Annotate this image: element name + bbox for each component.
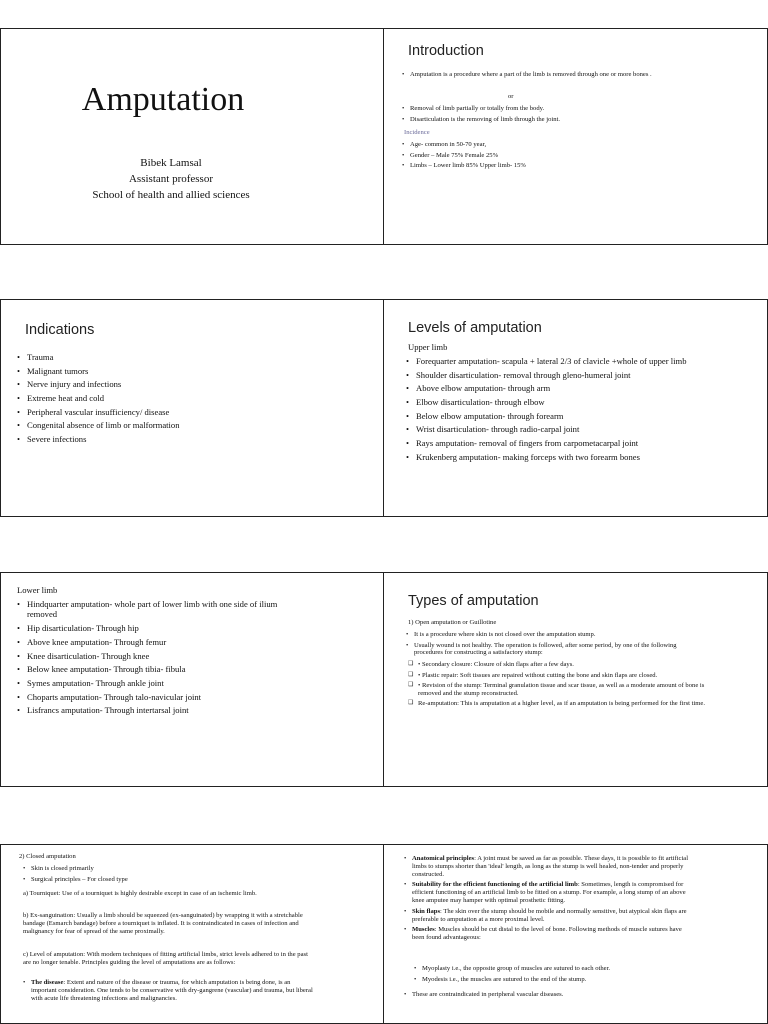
bullet-item: • Myoplasty i.e., the opposite group of muscles are sutured to each other. [414,965,694,973]
bullet-list [17,352,357,448]
slide-4 [383,299,768,517]
check-item: ❑ Re-amputation: This is amputation at a higher level, as if an amputation is being performed for the first time. [410,700,706,708]
author-name: Bibek Lamsal [140,157,202,169]
bullet-list [402,71,662,82]
bullet-item: • Trauma [17,352,357,362]
bullet-item: • Anatomical principles: A joint must be saved as far as possible. These days, it is possible to fit artificial limbs to stumps shorter than 'ideal' length, as long as the stump is well healed, non-tender and properly constructed. [404,855,694,879]
section-heading: Lower limb [17,585,58,595]
bullet-item: • Wrist disarticulation- through radio-carpal joint [406,424,696,434]
slide-1 [0,28,384,245]
bullet-item: • Below elbow amputation- through forearm [406,411,696,421]
bullet-item: • Above knee amputation- Through femur [17,637,307,647]
check-item: ❑ • Secondary closure: Closure of skin flaps after a few days. [410,661,706,669]
bullet-item: • Forequarter amputation- scapula + lateral 2/3 of clavicle +whole of upper limb [406,356,696,366]
slide-title: Levels of amputation [408,320,542,336]
bullet-item: • Hindquarter amputation- whole part of lower limb with one side of ilium removed [17,599,307,620]
slide-3 [0,299,384,517]
bullet-list [402,141,672,173]
bullet-item: • Suitability for the efficient functioning of the artificial limb: Sometimes, length is compromised for efficient functioning of an artificial limb to be fitted on a stump. For example, a long stump of an above knee amputee may hamper with optimal prosthetic fitting. [404,881,694,905]
bullet-item: • Severe infections [17,434,357,444]
sub-bullet-list [414,965,694,986]
bullet-item: • Knee disarticulation- Through knee [17,651,307,661]
bullet-item: • Malignant tumors [17,366,357,376]
bullet-list [23,865,303,886]
bullet-item: • The disease: Extent and nature of the disease or trauma, for which amputation is being done, is an important consideration. One tends to be conservative with dry-gangrene (vascular) and trauma, but liberal with acute life threatening infections and malignancies. [23,979,313,1003]
incidence-label: Incidence [404,129,430,136]
bullet-item: • Gender – Male 75% Female 25% [402,152,672,160]
bullet-item: • Shoulder disarticulation- removal through gleno-humeral joint [406,370,696,380]
bullet-item: • Rays amputation- removal of fingers from carpometacarpal joint [406,438,696,448]
bullet-item: • Disarticulation is the removing of limb through the joint. [402,116,672,124]
bullet-item: • Lisfrancs amputation- Through intertarsal joint [17,705,307,715]
bullet-list [406,356,696,465]
bullet-list [404,991,684,1002]
slide-subtitle: Upper limb [408,342,448,352]
bullet-item: • Skin is closed primarily [23,865,303,873]
check-item: ❑ • Plastic repair: Soft tissues are repaired without cutting the bone and skin flaps are closed. [410,672,706,680]
bullet-item: • Myodesis i.e., the muscles are sutured to the end of the stump. [414,976,694,984]
slide-title: Amputation [81,81,245,118]
slide-title: Introduction [408,43,484,59]
bullet-item: • Age- common in 50-70 year, [402,141,672,149]
bullet-item: • Elbow disarticulation- through elbow [406,397,696,407]
bullet-list [17,599,307,719]
slide-6 [383,572,768,787]
bullet-list [402,105,672,126]
section-sub: 1) Open amputation or Guillotine [408,619,497,626]
bullet-item: • Below knee amputation- Through tibia- fibula [17,664,307,674]
bullet-item: • Muscles: Muscles should be cut distal to the level of bone. Following methods of muscle sutures have been found advantageous: [404,926,694,942]
check-item: ❑ • Revision of the stump: Terminal granulation tissue and scar tissue, as well as a moderate amount of bone is removed and the stump reconstructed. [410,682,706,698]
author-role: Assistant professor [128,173,214,185]
author-school: School of health and allied sciences [92,189,250,201]
bullet-item: • Surgical principles – For closed type [23,876,303,884]
slide-title: Types of amputation [408,593,539,609]
slide-5 [0,572,384,787]
slide-7 [0,844,384,1024]
section-heading: 2) Closed amputation [19,853,76,860]
bullet-item: • Peripheral vascular insufficiency/ disease [17,407,357,417]
bullet-item: • Usually wound is not healthy. The operation is followed, after some period, by one of the following procedures for constructing a satisfactory stump: [406,642,706,658]
paragraph: b) Ex-sanguination: Usually a limb should be squeezed (ex-sanguinated) by wrapping it with a stretchable bandage (Esmarch bandage) before a tourniquet is inflated. It is contraindicated in cases of infection and malignancy for fear of spread of the same proximally. [23,912,303,935]
bullet-item: • Above elbow amputation- through arm [406,383,696,393]
bullet-item: • Congenital absence of limb or malformation [17,420,357,430]
bullet-item: • Hip disarticulation- Through hip [17,623,307,633]
slide-8 [383,844,768,1024]
bullet-item: • These are contraindicated in peripheral vascular diseases. [404,991,684,999]
bullet-item: • Removal of limb partially or totally from the body. [402,105,672,113]
or-text: or [508,93,514,100]
bullet-item: • It is a procedure where skin is not closed over the amputation stump. [406,631,706,639]
bullet-item: • Extreme heat and cold [17,393,357,403]
slide-title: Indications [25,322,95,338]
bullet-item: • Amputation is a procedure where a part of the limb is removed through one or more bones . [402,71,662,79]
bullet-list [404,855,694,944]
bullet-item: • Choparts amputation- Through talo-navicular joint [17,692,307,702]
slide-2 [383,28,768,245]
bullet-item: • Limbs – Lower limb 85% Upper limb- 15% [402,162,672,170]
paragraph: a) Tourniquet: Use of a tourniquet is highly desirable except in case of an ischemic limb. [23,890,257,897]
bullet-list [406,631,706,660]
bullet-item: • Skin flaps: The skin over the stump should be mobile and normally sensitive, but atypical skin flaps are preferable to amputation at a more proximal level. [404,908,694,924]
bullet-list [23,979,313,1005]
checkbox-list [410,661,706,711]
paragraph: c) Level of amputation: With modern techniques of fitting artificial limbs, strict levels adhered to in the past are no longer tenable. Principles guiding the level of amputations are as follows: [23,951,308,966]
bullet-item: • Krukenberg amputation- making forceps with two forearm bones [406,452,696,462]
bullet-item: • Nerve injury and infections [17,379,357,389]
bullet-item: • Symes amputation- Through ankle joint [17,678,307,688]
